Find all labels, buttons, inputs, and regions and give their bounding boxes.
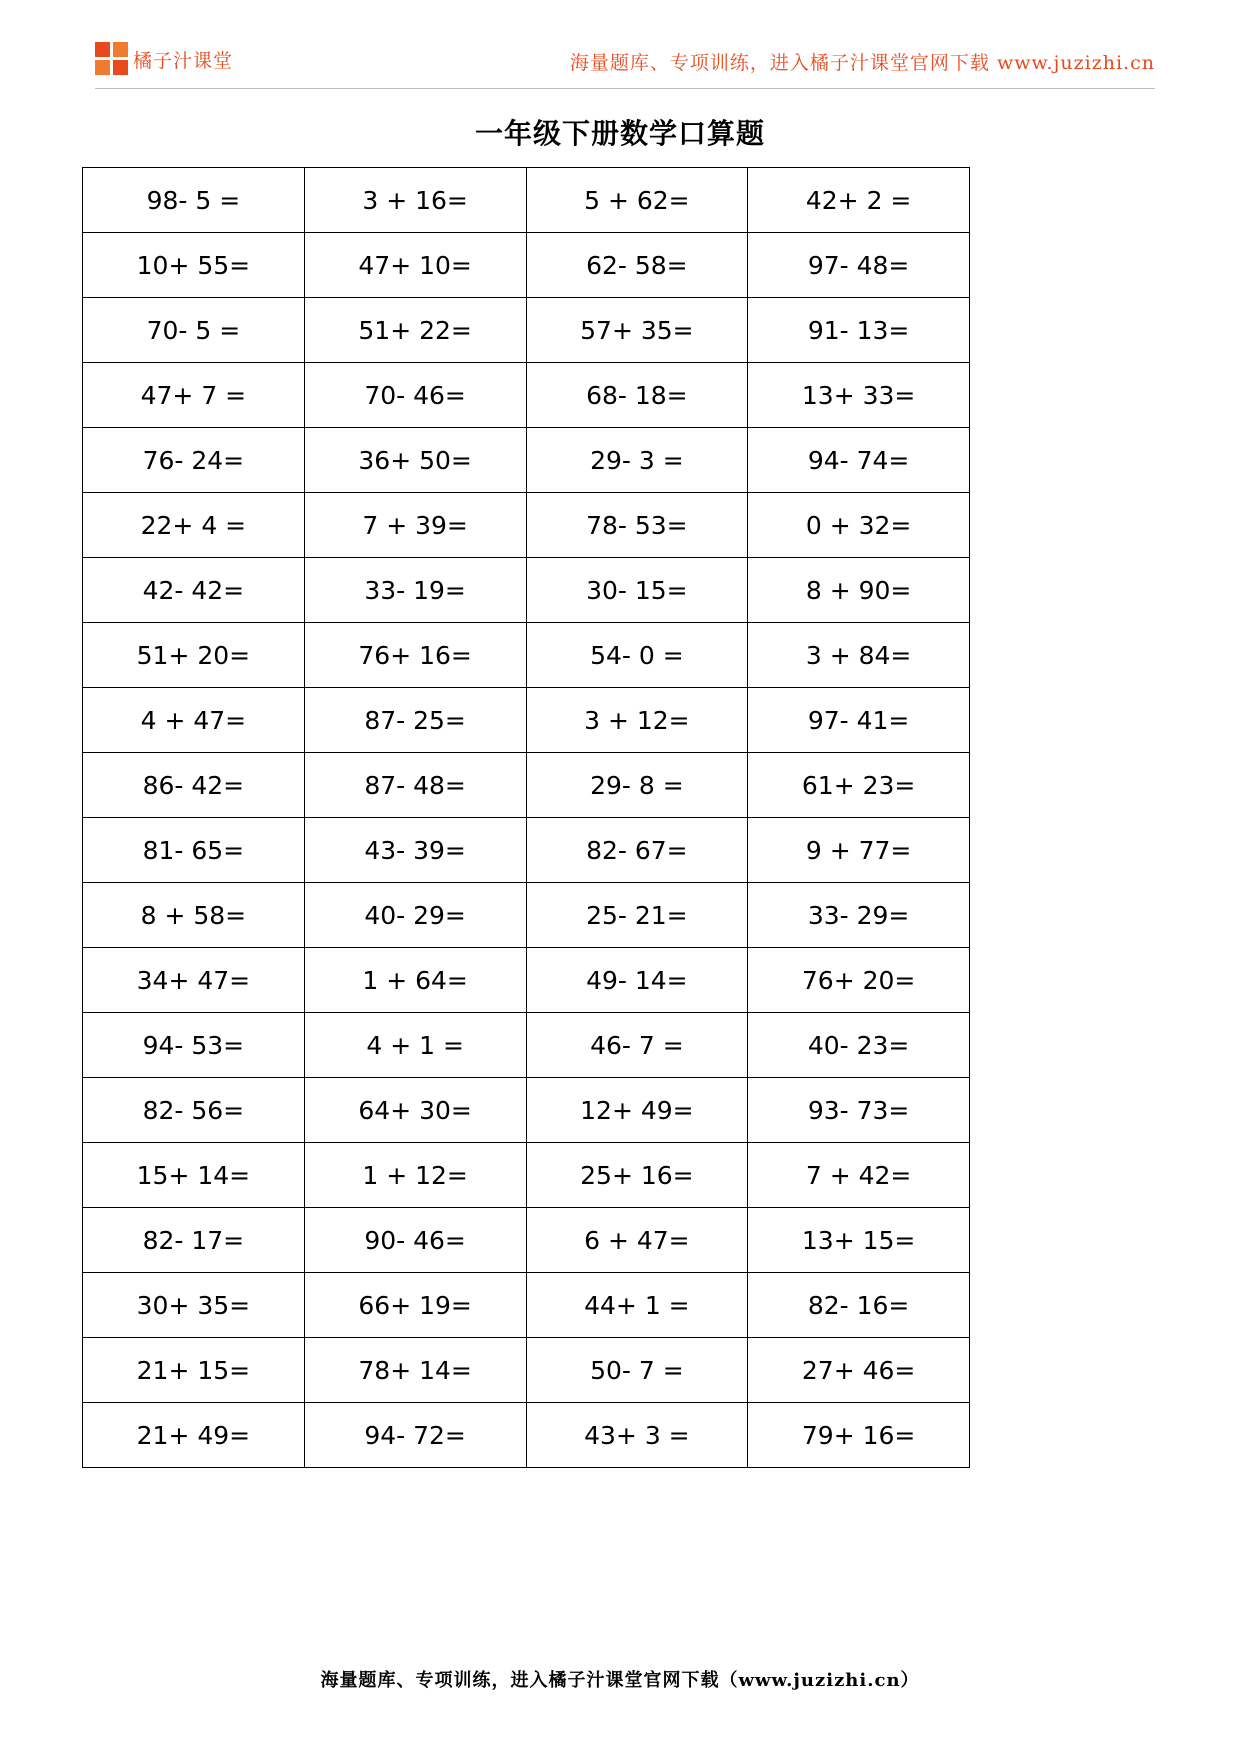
table-row <box>83 363 970 428</box>
problem-cell: 40- 23= <box>748 1013 970 1078</box>
problem-cell: 97- 41= <box>748 688 970 753</box>
problem-cell: 25- 21= <box>526 883 748 948</box>
problem-cell: 87- 25= <box>304 688 526 753</box>
problem-cell: 43- 39= <box>304 818 526 883</box>
problem-cell: 30- 15= <box>526 558 748 623</box>
problem-cell: 81- 65= <box>83 818 305 883</box>
problem-cell: 66+ 19= <box>304 1273 526 1338</box>
logo <box>95 42 233 76</box>
problem-cell: 34+ 47= <box>83 948 305 1013</box>
problem-cell: 68- 18= <box>526 363 748 428</box>
problem-cell: 7 + 42= <box>748 1143 970 1208</box>
table-row <box>83 753 970 818</box>
problem-cell: 7 + 39= <box>304 493 526 558</box>
problem-cell: 82- 17= <box>83 1208 305 1273</box>
problem-cell: 70- 46= <box>304 363 526 428</box>
table-row <box>83 298 970 363</box>
table-row <box>83 1338 970 1403</box>
problem-cell: 8 + 58= <box>83 883 305 948</box>
problem-cell: 54- 0 = <box>526 623 748 688</box>
problem-cell: 47+ 10= <box>304 233 526 298</box>
problem-cell: 6 + 47= <box>526 1208 748 1273</box>
problem-cell: 8 + 90= <box>748 558 970 623</box>
problem-cell: 94- 53= <box>83 1013 305 1078</box>
problem-cell: 29- 8 = <box>526 753 748 818</box>
problem-cell: 79+ 16= <box>748 1403 970 1468</box>
problem-cell: 15+ 14= <box>83 1143 305 1208</box>
problem-cell: 78+ 14= <box>304 1338 526 1403</box>
problem-cell: 76+ 16= <box>304 623 526 688</box>
problem-cell: 97- 48= <box>748 233 970 298</box>
problem-cell: 13+ 15= <box>748 1208 970 1273</box>
arithmetic-table <box>82 167 970 1468</box>
logo-icon <box>95 42 129 76</box>
problem-cell: 82- 56= <box>83 1078 305 1143</box>
table-row <box>83 233 970 298</box>
problem-cell: 57+ 35= <box>526 298 748 363</box>
table-row <box>83 1143 970 1208</box>
table-row <box>83 1078 970 1143</box>
problem-cell: 1 + 64= <box>304 948 526 1013</box>
table-row <box>83 1013 970 1078</box>
problem-cell: 21+ 15= <box>83 1338 305 1403</box>
problem-cell: 42- 42= <box>83 558 305 623</box>
problem-cell: 12+ 49= <box>526 1078 748 1143</box>
table-row <box>83 428 970 493</box>
problem-cell: 93- 73= <box>748 1078 970 1143</box>
problem-cell: 36+ 50= <box>304 428 526 493</box>
problem-cell: 98- 5 = <box>83 168 305 233</box>
problem-cell: 10+ 55= <box>83 233 305 298</box>
table-row <box>83 493 970 558</box>
table-row <box>83 948 970 1013</box>
page-header <box>95 40 1155 89</box>
problem-cell: 91- 13= <box>748 298 970 363</box>
problem-cell: 29- 3 = <box>526 428 748 493</box>
table-row <box>83 883 970 948</box>
problem-cell: 0 + 32= <box>748 493 970 558</box>
problem-cell: 51+ 22= <box>304 298 526 363</box>
header-slogan: 海量题库、专项训练，进入橘子汁课堂官网下载 www.juzizhi.cn <box>569 52 1155 74</box>
problem-cell: 82- 67= <box>526 818 748 883</box>
problem-cell: 5 + 62= <box>526 168 748 233</box>
logo-text: 橘子汁课堂 <box>133 49 234 72</box>
problem-cell: 78- 53= <box>526 493 748 558</box>
problem-cell: 46- 7 = <box>526 1013 748 1078</box>
problem-cell: 4 + 47= <box>83 688 305 753</box>
problem-cell: 94- 72= <box>304 1403 526 1468</box>
problem-cell: 3 + 12= <box>526 688 748 753</box>
table-row <box>83 1273 970 1338</box>
problem-cell: 3 + 84= <box>748 623 970 688</box>
problem-cell: 62- 58= <box>526 233 748 298</box>
problem-cell: 21+ 49= <box>83 1403 305 1468</box>
problem-cell: 76+ 20= <box>748 948 970 1013</box>
problem-cell: 64+ 30= <box>304 1078 526 1143</box>
table-row <box>83 168 970 233</box>
problem-cell: 49- 14= <box>526 948 748 1013</box>
problem-cell: 13+ 33= <box>748 363 970 428</box>
problem-cell: 44+ 1 = <box>526 1273 748 1338</box>
table-row <box>83 558 970 623</box>
problem-cell: 1 + 12= <box>304 1143 526 1208</box>
problem-cell: 90- 46= <box>304 1208 526 1273</box>
problem-cell: 33- 19= <box>304 558 526 623</box>
problem-cell: 42+ 2 = <box>748 168 970 233</box>
problem-cell: 22+ 4 = <box>83 493 305 558</box>
problem-cell: 27+ 46= <box>748 1338 970 1403</box>
problem-cell: 70- 5 = <box>83 298 305 363</box>
table-row <box>83 1208 970 1273</box>
problem-cell: 61+ 23= <box>748 753 970 818</box>
table-row <box>83 818 970 883</box>
problem-cell: 82- 16= <box>748 1273 970 1338</box>
problem-cell: 25+ 16= <box>526 1143 748 1208</box>
problem-cell: 3 + 16= <box>304 168 526 233</box>
problem-cell: 94- 74= <box>748 428 970 493</box>
problem-cell: 4 + 1 = <box>304 1013 526 1078</box>
page-title: 一年级下册数学口算题 <box>474 117 765 150</box>
problem-cell: 50- 7 = <box>526 1338 748 1403</box>
table-row <box>83 688 970 753</box>
problem-cell: 51+ 20= <box>83 623 305 688</box>
problem-cell: 47+ 7 = <box>83 363 305 428</box>
table-row <box>83 1403 970 1468</box>
table-row <box>83 623 970 688</box>
problem-cell: 33- 29= <box>748 883 970 948</box>
problem-cell: 43+ 3 = <box>526 1403 748 1468</box>
problem-cell: 87- 48= <box>304 753 526 818</box>
problem-cell: 40- 29= <box>304 883 526 948</box>
problem-cell: 86- 42= <box>83 753 305 818</box>
problem-cell: 30+ 35= <box>83 1273 305 1338</box>
page-footer: 海量题库、专项训练，进入橘子汁课堂官网下载（www.juzizhi.cn） <box>320 1670 920 1691</box>
problem-cell: 76- 24= <box>83 428 305 493</box>
problem-cell: 9 + 77= <box>748 818 970 883</box>
